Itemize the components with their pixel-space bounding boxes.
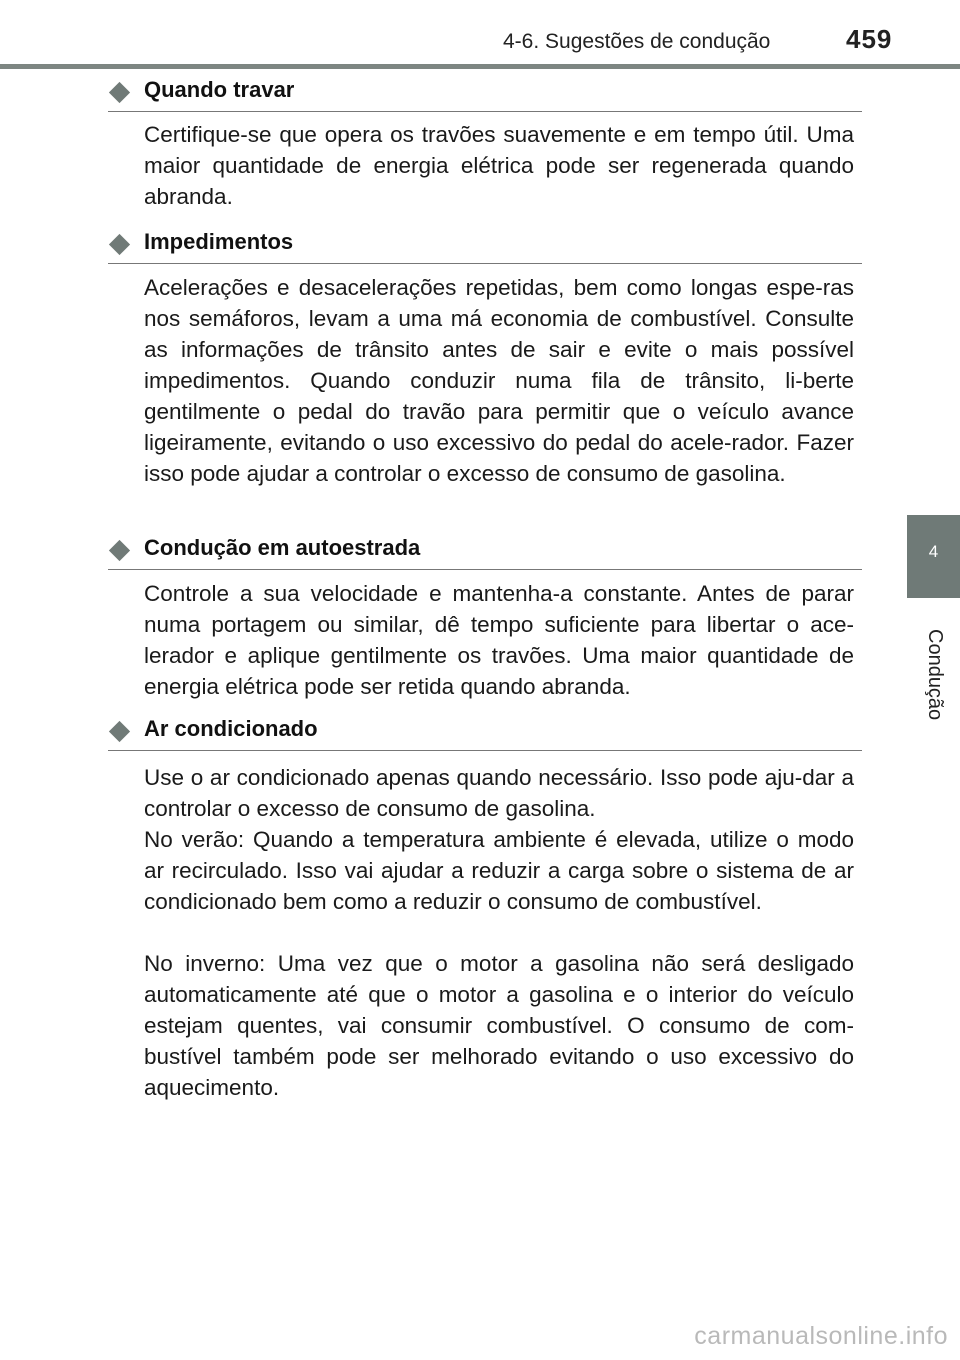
diamond-bullet-icon — [109, 721, 130, 742]
section-title: Condução em autoestrada — [144, 535, 421, 560]
page-number: 459 — [846, 24, 893, 54]
paragraph: No inverno: Uma vez que o motor a gasolina não será desligado automaticamente até que o motor a gasolina e o interior do veículo estejam quentes, vai consumir combustível. O consumo de com-bustível também pode ser melhorado evitando o uso excessivo do aquecimento. — [144, 951, 854, 1100]
paragraph: Controle a sua velocidade e mantenha-a constante. Antes de parar numa portagem ou similar, dê tempo suficiente para libertar o ace-lerador e aplique gentilmente os travões. Uma maior quantidade de energia elétrica pode ser retida quando abranda. — [144, 581, 854, 699]
paragraph: Use o ar condicionado apenas quando necessário. Isso pode aju-dar a controlar o excesso de consumo de gasolina. — [144, 765, 854, 821]
section-header-impedimentos — [108, 229, 862, 264]
diamond-bullet-icon — [109, 234, 130, 255]
header-divider — [0, 64, 960, 69]
section-title: Impedimentos — [144, 229, 294, 254]
paragraph: No verão: Quando a temperatura ambiente é elevada, utilize o modo ar recirculado. Isso vai ajudar a reduzir a carga sobre o sistema de ar condicionado bem como a reduzir o consumo de combustível. — [144, 827, 854, 914]
section-header-autoestrada — [108, 535, 862, 570]
chapter-number: 4 — [928, 542, 939, 561]
chapter-tab[interactable] — [907, 515, 960, 598]
diamond-bullet-icon — [109, 540, 130, 561]
section-title: Quando travar — [144, 77, 295, 102]
diamond-bullet-icon — [109, 82, 130, 103]
paragraph: Certifique-se que opera os travões suavemente e em tempo útil. Uma maior quantidade de energia elétrica pode ser regenerada quando abranda. — [144, 122, 854, 209]
section-title: Ar condicionado — [144, 716, 318, 741]
section-header-quando-travar — [108, 77, 862, 112]
section-header-ar-condicionado — [108, 716, 862, 751]
paragraph: Acelerações e desacelerações repetidas, bem como longas espe-ras nos semáforos, levam a uma má economia de combustível. Consulte as informações de trânsito antes de sair e evite o mais possível impedimentos. Quando conduzir numa fila de trânsito, li-berte gentilmente o pedal do travão para permitir que o veículo avance ligeiramente, evitando o uso excessivo do pedal do acele-rador. Fazer isso pode ajudar a controlar o excesso de consumo de gasolina. — [144, 275, 854, 486]
chapter-label: Condução — [924, 629, 946, 721]
watermark: carmanualsonline.info — [694, 1322, 948, 1350]
section-heading: 4-6. Sugestões de condução — [503, 30, 771, 53]
